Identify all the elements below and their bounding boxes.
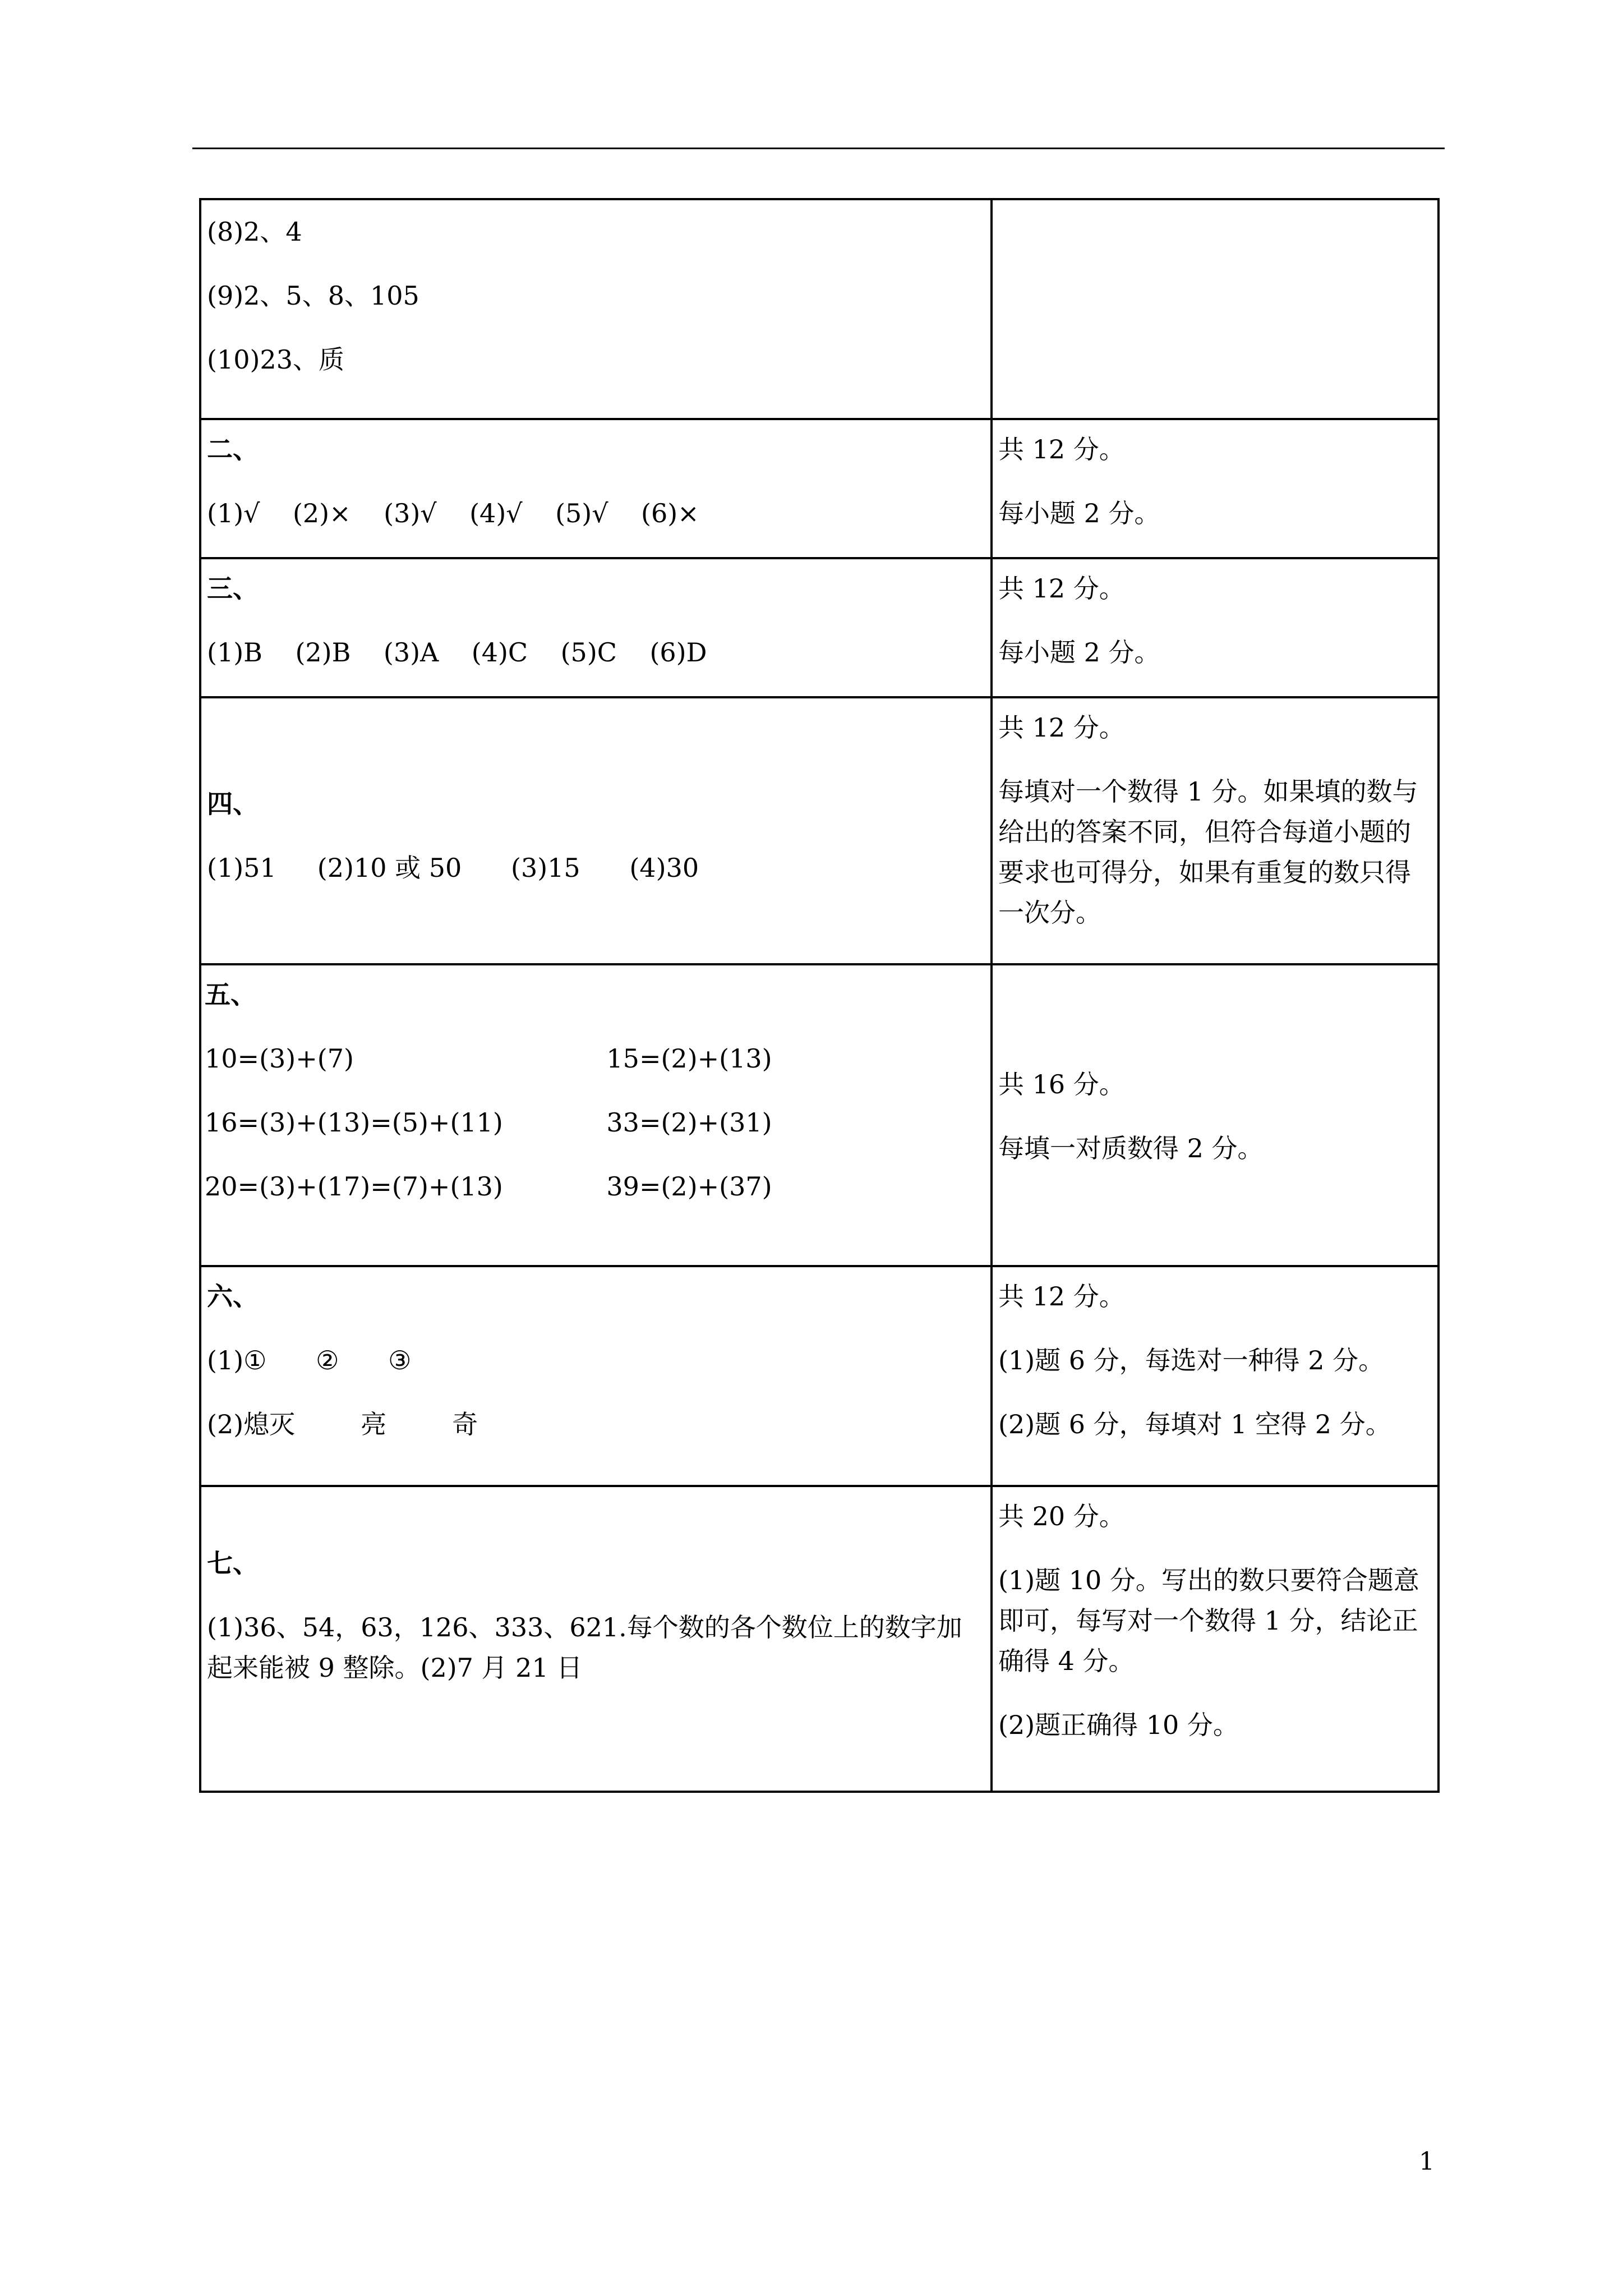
score-rule: (1)题 10 分。写出的数只要符合题意即可，每写对一个数得 1 分，结论正确得 4 分。 <box>998 1565 1419 1676</box>
section-title: 四、 <box>207 789 259 819</box>
score-total: 共 20 分。 <box>998 1501 1125 1531</box>
page-number: 1 <box>1419 2147 1435 2176</box>
scoring-cell <box>992 964 1438 1266</box>
score-rule: 每填对一个数得 1 分。如果填的数与给出的答案不同，但符合每道小题的要求也可得分，如果有重复的数只得一次分。 <box>998 776 1418 928</box>
section-title: 六、 <box>207 1281 259 1312</box>
score-total: 共 12 分。 <box>998 573 1125 604</box>
equation-row <box>205 1166 986 1207</box>
answer-line: (2)熄灭 亮 奇 <box>207 1409 478 1439</box>
answer-cell <box>200 199 992 419</box>
score-rule: (2)题 6 分，每填对 1 空得 2 分。 <box>998 1409 1391 1439</box>
answer-line: (8)2、4 <box>207 217 302 247</box>
equation: 10=(3)+(7) <box>205 1043 354 1074</box>
table-row <box>200 558 1438 697</box>
score-rule: 每填一对质数得 2 分。 <box>998 1133 1264 1163</box>
equation-row <box>205 1102 986 1143</box>
table-row <box>200 697 1438 964</box>
score-rule: 每小题 2 分。 <box>998 637 1160 668</box>
answer-cell <box>200 1266 992 1486</box>
score-rule: 每小题 2 分。 <box>998 498 1160 528</box>
scoring-cell <box>992 199 1438 419</box>
scoring-cell <box>992 419 1438 558</box>
answer-cell <box>200 419 992 558</box>
answer-cell <box>200 558 992 697</box>
equation: 39=(2)+(37) <box>606 1171 772 1202</box>
header-rule <box>192 148 1445 149</box>
scoring-cell <box>992 1486 1438 1792</box>
equation: 16=(3)+(13)=(5)+(11) <box>205 1107 503 1138</box>
scoring-cell <box>992 558 1438 697</box>
answer-key-table <box>199 198 1440 1793</box>
answer-cell <box>200 964 992 1266</box>
answer-line: (1)√ (2)× (3)√ (4)√ (5)√ (6)× <box>207 498 699 528</box>
score-rule: (1)题 6 分，每选对一种得 2 分。 <box>998 1345 1385 1375</box>
equation: 15=(2)+(13) <box>606 1043 772 1074</box>
table-row <box>200 199 1438 419</box>
score-total: 共 16 分。 <box>998 1069 1125 1099</box>
table-row <box>200 1486 1438 1792</box>
equation: 33=(2)+(31) <box>606 1107 772 1138</box>
table-row <box>200 964 1438 1266</box>
answer-line: (1)36、54，63，126、333、621.每个数的各个数位上的数字加起来能被 9 整除。(2)7 月 21 日 <box>207 1612 962 1683</box>
equation: 20=(3)+(17)=(7)+(13) <box>205 1171 503 1202</box>
scoring-cell <box>992 1266 1438 1486</box>
score-total: 共 12 分。 <box>998 1281 1125 1312</box>
score-total: 共 12 分。 <box>998 712 1125 743</box>
table-row <box>200 1266 1438 1486</box>
section-title: 三、 <box>207 573 259 604</box>
equation-row <box>205 1038 986 1079</box>
score-total: 共 12 分。 <box>998 434 1125 464</box>
answer-line: (1)① ② ③ <box>207 1345 412 1375</box>
section-title: 七、 <box>207 1548 259 1579</box>
answer-cell <box>200 697 992 964</box>
answer-line: (1)B (2)B (3)A (4)C (5)C (6)D <box>207 637 707 668</box>
scoring-cell <box>992 697 1438 964</box>
answer-cell <box>200 1486 992 1792</box>
table-row <box>200 419 1438 558</box>
answer-line: (1)51 (2)10 或 50 (3)15 (4)30 <box>207 853 699 883</box>
section-title: 五、 <box>205 979 256 1010</box>
section-title: 二、 <box>207 434 259 464</box>
answer-line: (10)23、质 <box>207 344 344 375</box>
score-rule: (2)题正确得 10 分。 <box>998 1710 1239 1740</box>
answer-line: (9)2、5、8、105 <box>207 280 419 311</box>
